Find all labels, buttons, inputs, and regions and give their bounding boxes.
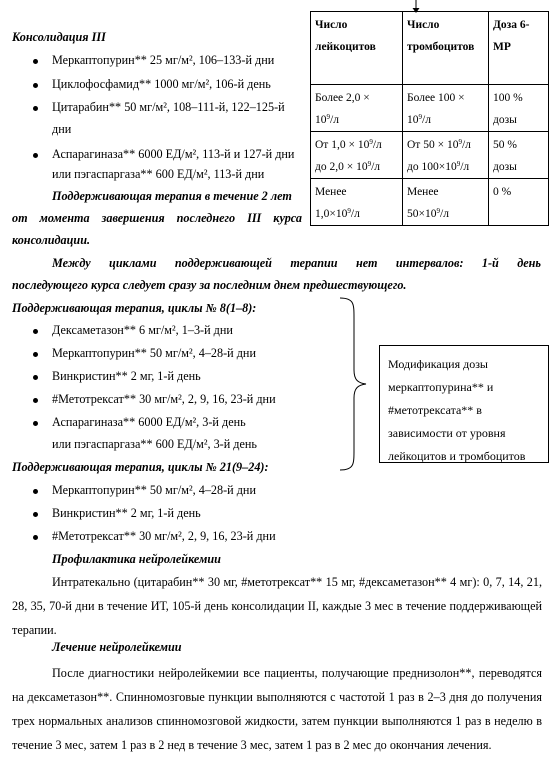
table-cell: От $1,0 \times 10^9/л$ до $2,0 \times 10^9/л$: [311, 132, 403, 179]
table-cell: 50 % дозы: [489, 132, 549, 179]
maintenance-1-8-heading: Поддерживающая терапия, циклы № 8(1–8):: [12, 301, 257, 315]
treatment-text: После диагностики нейролейкемии все пациенты, получающие преднизолон**, переводятся на дексаметазон**. Спинномозговые пункции выполняются с частотой 1 раз в 2–3 дня до получения трех нормальных анализов спинномозговой жидкости, затем пункции выполняются 1 раз в неделю в течение 3 мес, затем 1 раз в 2 нед в течение 3 мес, затем 1 раз в 2 мес до окончания лечения.: [12, 666, 542, 752]
bullet-icon: [33, 489, 38, 494]
list-item: Меркаптопурин** 50 мг/м², 4–28-й дни: [52, 346, 256, 360]
bullet-icon: [33, 106, 38, 111]
list-item: Меркаптопурин** 25 мг/м², 106–133-й дни: [52, 53, 275, 67]
table-row: [311, 179, 549, 226]
table-header-row: [311, 12, 549, 85]
list-item: Дексаметазон** 6 мг/м², 1–3-й дни: [52, 323, 233, 337]
table-cell: Менее $1,0\times 10^9/л$: [311, 179, 403, 226]
bullet-icon: [33, 59, 38, 64]
list-item: Винкристин** 2 мг, 1-й день: [52, 369, 201, 383]
list-item: Винкристин** 2 мг, 1-й день: [52, 506, 201, 520]
bullet-icon: [33, 83, 38, 88]
maintenance-9-24-heading: Поддерживающая терапия, циклы № 21(9–24):: [12, 460, 269, 474]
treatment-heading: Лечение нейролейкемии: [52, 640, 182, 654]
table-header-cell: Число лейкоцитов: [311, 12, 403, 85]
table-row: [311, 85, 549, 132]
table-cell: От $50 \times 10^9/л$ до $100\times 10^9/л$: [403, 132, 489, 179]
consolidation-heading: Консолидация III: [12, 30, 106, 44]
bullet-icon: [33, 352, 38, 357]
cycles-note-line1: Между циклами поддерживающей терапии нет интервалов: 1-й день: [52, 256, 541, 270]
dose-modification-table: [310, 11, 549, 226]
list-item: #Метотрексат** 30 мг/м², 2, 9, 16, 23-й дни: [52, 529, 276, 543]
bullet-icon: [33, 375, 38, 380]
table-row: [311, 132, 549, 179]
list-item: Меркаптопурин** 50 мг/м², 4–28-й дни: [52, 483, 256, 497]
list-item-continuation: или пэгаспаргаза** 600 ЕД/м², 113-й дни: [52, 167, 265, 181]
bullet-icon: [33, 421, 38, 426]
maintenance-intro-line2: от момента завершения последнего III курса: [12, 211, 302, 225]
bullet-icon: [33, 329, 38, 334]
maintenance-intro-line3: консолидации.: [12, 233, 91, 247]
table-cell: Более 100 × $10^9/л$: [403, 85, 489, 132]
table-header-cell: Доза 6-МР: [489, 12, 549, 85]
brace-icon: [336, 296, 370, 472]
bullet-icon: [33, 535, 38, 540]
bullet-icon: [33, 398, 38, 403]
table-cell: 100 % дозы: [489, 85, 549, 132]
table-cell: 0 %: [489, 179, 549, 226]
list-item: Аспарагиназа** 6000 ЕД/м², 3-й день: [52, 415, 246, 429]
table-header-cell: Число тромбоцитов: [403, 12, 489, 85]
list-item-continuation: дни: [52, 122, 72, 136]
table-cell: Менее $50\times 10^9/л$: [403, 179, 489, 226]
prophylaxis-text: Интратекально (цитарабин** 30 мг, #метотрексат** 15 мг, #дексаметазон** 4 мг): 0, 7, 14, 21, 28, 35, 70-й дни в течение ИТ, 105-й день консолидации II, каждые 3 мес в течение поддерживающей терапии.: [12, 575, 542, 637]
prophylaxis-heading: Профилактика нейролейкемии: [52, 552, 221, 566]
table-cell: Более 2,0 × $10^9/л$: [311, 85, 403, 132]
list-item: Цитарабин** 50 мг/м², 108–111-й, 122–125-й: [52, 100, 285, 114]
list-item-continuation: или пэгаспаргаза** 600 ЕД/м², 3-й день: [52, 437, 257, 451]
list-item: Аспарагиназа** 6000 ЕД/м², 113-й и 127-й дни: [52, 147, 295, 161]
maintenance-intro-line1: Поддерживающая терапия в течение 2 лет: [52, 189, 292, 203]
list-item: Циклофосфамид** 1000 мг/м², 106-й день: [52, 77, 271, 91]
bullet-icon: [33, 512, 38, 517]
cycles-note-line2: последующего курса следует сразу за последним днем предшествующего.: [12, 278, 407, 292]
list-item: #Метотрексат** 30 мг/м², 2, 9, 16, 23-й дни: [52, 392, 276, 406]
dose-modification-note: Модификация дозы меркаптопурина** и #метотрексата** в зависимости от уровня лейкоцитов и тромбоцитов: [379, 345, 549, 463]
bullet-icon: [33, 153, 38, 158]
